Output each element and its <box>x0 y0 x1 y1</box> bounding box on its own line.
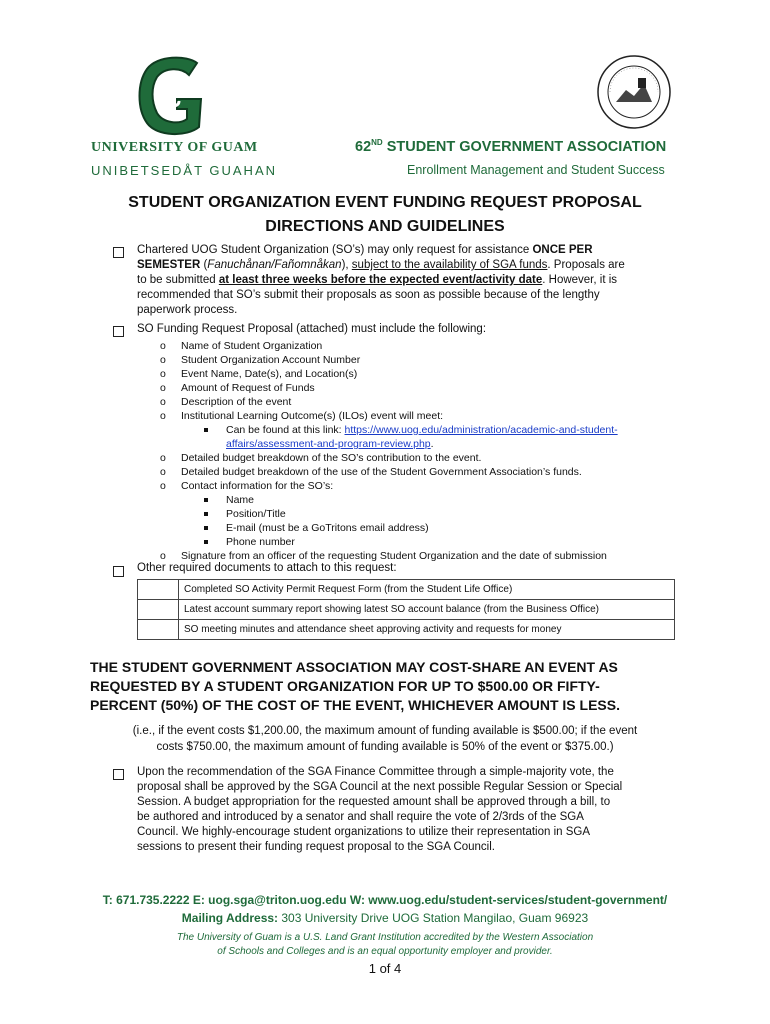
ilo-link[interactable]: https://www.uog.edu/administration/academic-and-student- <box>344 424 618 436</box>
sga-title: 62ND STUDENT GOVERNMENT ASSOCIATION <box>355 138 667 155</box>
contact-item: Name <box>160 493 680 507</box>
contact-item: Position/Title <box>160 507 680 521</box>
checkbox-bullet <box>113 566 124 577</box>
table-row: SO meeting minutes and attendance sheet approving activity and requests for money <box>138 620 675 640</box>
list-item: o Amount of Request of Funds <box>160 382 315 394</box>
once-per-semester-paragraph: Chartered UOG Student Organization (SO’s) may only request for assistance ONCE PER SEMESTER (Fanuchånan/Fañomnåkan), subject to the availability of SGA funds. Proposals are to be submitted at least three weeks before the expected event/activity date. However, it is recommended that SO’s submit their proposals as soon as possible because of the lengthy paperwork process. <box>137 244 625 316</box>
cost-share-example: (i.e., if the event costs $1,200.00, the maximum amount of funding available is $500.00; if the event costs $750.00, the maximum amount of funding available is 50% of the event or $375.00.) <box>132 725 638 753</box>
university-name: UNIVERSITY OF GUAM <box>91 140 258 155</box>
list-item: o Contact information for the SO’s: <box>160 480 334 492</box>
checkbox-bullet <box>113 247 124 258</box>
footer-mailing-address: Mailing Address: 303 University Drive UOG Station Mangilao, Guam 96923 <box>181 911 589 925</box>
requirements-list: o Name of Student Organization o Student Organization Account Number o Event Name, Date(s), and Location(s) o Amount of Request of Funds o Description of the event o Institutional Learning Outcome(s) (ILOs) event will meet: Can be found at this link: https://www.uog.edu/administration/academic-and-student- affairs/assessment-and-program-review.php. o Detailed budget breakdown of the SO’s contribution to the event. o Detailed budget breakdown of the use of the Student Government Association’s funds. o Contact information for the SO’s: Name Position/Title E-mail (must be a GoTritons email address) Phone number o Signature from an officer of the requesting Student Organization and the date of submission <box>160 339 680 563</box>
table-row: Latest account summary report showing latest SO account balance (from the Business Office) <box>138 600 675 620</box>
list-item: o Detailed budget breakdown of the SO’s contribution to the event. <box>160 452 482 464</box>
table-row: Completed SO Activity Permit Request Form (from the Student Life Office) <box>138 580 675 600</box>
required-documents-table <box>137 579 675 640</box>
checkbox-bullet <box>113 326 124 337</box>
list-item: o Student Organization Account Number <box>160 354 361 366</box>
list-item: o Signature from an officer of the requesting Student Organization and the date of submission <box>160 550 607 562</box>
footer-accreditation: The University of Guam is a U.S. Land Grant Institution accredited by the Western Association of Schools and Colleges and is an equal opportunity employer and provider. <box>176 932 594 957</box>
page-number: 1 of 4 <box>368 961 402 976</box>
cost-share-statement: THE STUDENT GOVERNMENT ASSOCIATION MAY COST-SHARE AN EVENT AS REQUESTED BY A STUDENT ORGANIZATION FOR UP TO $500.00 OR FIFTY- PERCENT (50%) OF THE COST OF THE EVENT, WHICHEVER AMOUNT IS LESS. <box>90 659 620 713</box>
contact-item: E-mail (must be a GoTritons email address) <box>160 521 680 535</box>
approval-paragraph: Upon the recommendation of the SGA Finance Committee through a simple-majority vote, the proposal shall be approved by the SGA Council at the next possible Regular Session or Special Session. A budget appropriation for the requested amount shall be approved through a bill, to be authored and introduced by a senator and shall require the vote of 2/3rds of the SGA Council. We highly-encourage student organizations to utilize their representation in SGA sessions to present their funding request proposal to the SGA Council. <box>137 766 623 853</box>
list-item: o Detailed budget breakdown of the use of the Student Government Association’s funds. <box>160 466 582 478</box>
checkbox-bullet <box>113 769 124 780</box>
proposal-requirements-heading: SO Funding Request Proposal (attached) must include the following: <box>137 323 487 335</box>
page-title: STUDENT ORGANIZATION EVENT FUNDING REQUEST PROPOSAL DIRECTIONS AND GUIDELINES <box>128 194 642 235</box>
university-seal-icon <box>596 54 672 130</box>
sga-subtitle: Enrollment Management and Student Success <box>407 163 665 177</box>
university-name-chamorro: UNIBETSEDÅT GUAHAN <box>91 163 278 178</box>
university-logo-g <box>135 55 215 137</box>
list-item: o Institutional Learning Outcome(s) (ILOs) event will meet: <box>160 410 444 422</box>
contact-item: Phone number <box>160 535 680 549</box>
footer-contact: T: 671.735.2222 E: uog.sga@triton.uog.edu W: www.uog.edu/student-services/student-government/ <box>102 893 668 907</box>
ilo-link-continued[interactable]: affairs/assessment-and-program-review.php <box>226 438 431 450</box>
list-item: o Event Name, Date(s), and Location(s) <box>160 368 358 380</box>
ilo-link-item: Can be found at this link: https://www.uog.edu/administration/academic-and-student- <box>160 423 680 437</box>
list-item: o Description of the event <box>160 396 292 408</box>
other-documents-heading: Other required documents to attach to this request: <box>137 562 397 574</box>
list-item: o Name of Student Organization <box>160 340 323 352</box>
